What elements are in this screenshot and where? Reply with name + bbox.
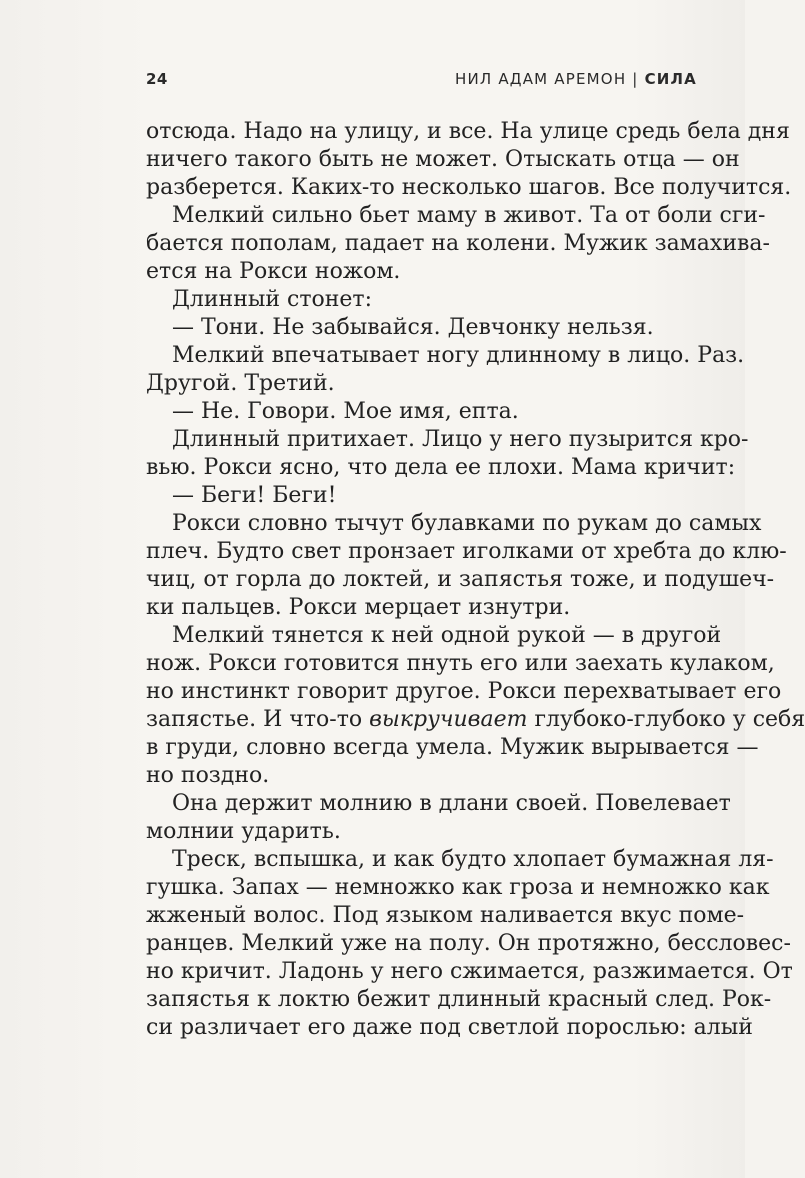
- text-line: но инстинкт говорит другое. Рокси перехватывает его: [146, 679, 782, 704]
- text-line: чиц, от горла до локтей, и запястья тоже, и подушеч-: [146, 567, 775, 592]
- text-line: Мелкий тянется к ней одной рукой — в другой: [172, 623, 722, 648]
- text-line: ки пальцев. Рокси мерцает изнутри.: [146, 595, 571, 620]
- text-line: Она держит молнию в длани своей. Повелевает: [172, 791, 731, 816]
- paragraph: [146, 118, 792, 202]
- text-line: — Не. Говори. Мое имя, епта.: [172, 399, 519, 424]
- body-text: [146, 118, 805, 1042]
- paragraph: [146, 426, 749, 482]
- text-line: си различает его даже под светлой порослью: алый: [146, 1015, 753, 1040]
- running-head: [455, 70, 697, 88]
- text-line: бается пополам, падает на колени. Мужик замахива-: [146, 231, 770, 256]
- text-line: разберется. Каких-то несколько шагов. Все получится.: [146, 175, 792, 200]
- paragraph: [146, 846, 793, 1042]
- paragraph: [146, 314, 698, 342]
- text-line: гушка. Запах — немножко как гроза и немножко как: [146, 875, 770, 900]
- text-segment: запястье. И что-то: [146, 707, 370, 732]
- running-head-title: СИЛА: [644, 70, 697, 88]
- text-line: в груди, словно всегда умела. Мужик вырывается —: [146, 735, 759, 760]
- text-line: [146, 706, 805, 734]
- text-line: Длинный стонет:: [172, 287, 373, 312]
- italic-emphasis: выкручивает: [369, 707, 528, 732]
- text-line: ничего такого быть не может. Отыскать отца — он: [146, 147, 740, 172]
- running-head-separator: |: [632, 70, 639, 88]
- paragraph: [146, 622, 805, 790]
- text-line: молнии ударить.: [146, 819, 341, 844]
- text-line: Длинный притихает. Лицо у него пузырится кро-: [172, 427, 749, 452]
- text-line: Другой. Третий.: [146, 371, 335, 396]
- text-line: ранцев. Мелкий уже на полу. Он протяжно, бессловес-: [146, 931, 791, 956]
- text-line: — Беги! Беги!: [172, 483, 337, 508]
- paragraph: [146, 202, 770, 286]
- text-line: Мелкий впечатывает ногу длинному в лицо. Раз.: [172, 343, 745, 368]
- text-line: вью. Рокси ясно, что дела ее плохи. Мама кричит:: [146, 455, 736, 480]
- paragraph: [146, 510, 787, 622]
- paragraph: [146, 482, 698, 510]
- text-line: Треск, вспышка, и как будто хлопает бумажная ля-: [172, 847, 774, 872]
- text-line: — Тони. Не забывайся. Девчонку нельзя.: [172, 315, 654, 340]
- paragraph: [146, 342, 745, 398]
- text-line: жженый волос. Под языком наливается вкус поме-: [146, 903, 745, 928]
- page-number: 24: [146, 70, 168, 88]
- page-header: [146, 70, 697, 92]
- paragraph: [146, 286, 698, 314]
- text-line: запястья к локтю бежит длинный красный след. Рок-: [146, 987, 772, 1012]
- text-line: ется на Рокси ножом.: [146, 259, 401, 284]
- text-line: плеч. Будто свет пронзает иголками от хребта до клю-: [146, 539, 787, 564]
- text-line: но поздно.: [146, 763, 270, 788]
- paragraph: [146, 790, 731, 846]
- text-segment: глубоко-глубоко у себя: [527, 707, 805, 732]
- running-head-author: НИЛ АДАМ АРЕМОН: [454, 70, 627, 88]
- paragraph: [146, 398, 698, 426]
- text-line: но кричит. Ладонь у него сжимается, разжимается. От: [146, 959, 793, 984]
- text-line: Мелкий сильно бьет маму в живот. Та от боли сги-: [172, 203, 766, 228]
- text-line: отсюда. Надо на улицу, и все. На улице средь бела дня: [146, 119, 790, 144]
- text-line: нож. Рокси готовится пнуть его или заехать кулаком,: [146, 651, 775, 676]
- text-line: Рокси словно тычут булавками по рукам до самых: [172, 511, 762, 536]
